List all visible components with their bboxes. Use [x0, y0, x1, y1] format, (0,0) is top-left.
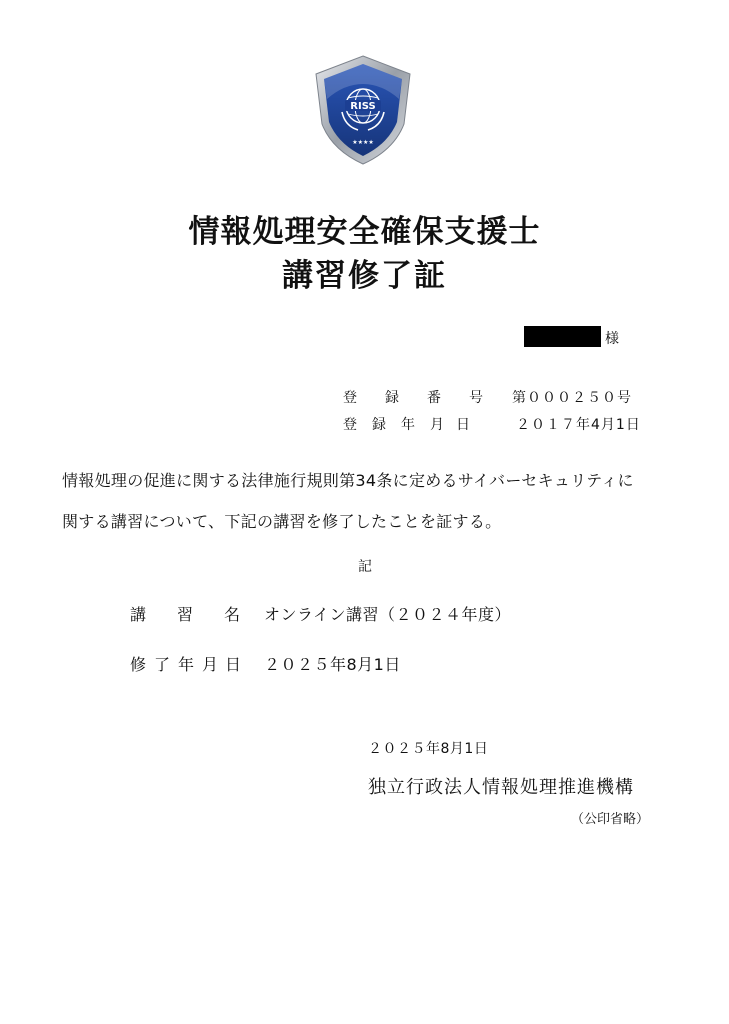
statement-line2: 関する講習について、下記の講習を修了したことを証する。 — [62, 512, 502, 531]
ki-heading: 記 — [358, 559, 372, 575]
issue-date: ２０２５年8月1日 — [368, 741, 489, 757]
label-char: 日 — [225, 655, 242, 674]
label-char: 了 — [154, 655, 171, 674]
label-char: 習 — [177, 605, 194, 624]
course-name-value: オンライン講習（２０２４年度） — [264, 605, 512, 624]
label-char: 名 — [224, 605, 241, 624]
redacted-recipient-name — [524, 326, 601, 347]
registration-date-value: ２０１７年4月1日 — [516, 417, 641, 433]
label-char: 月 — [202, 655, 219, 674]
label-char: 録 — [372, 417, 386, 433]
label-char: 年 — [401, 417, 415, 433]
emblem-text: RISS — [350, 101, 376, 112]
emblem-stars: ★★★★ — [352, 139, 374, 146]
label-char: 録 — [385, 390, 399, 406]
label-char: 登 — [343, 390, 357, 406]
riss-emblem-logo — [312, 54, 414, 166]
label-char: 講 — [130, 605, 147, 624]
label-char: 修 — [130, 655, 147, 674]
label-char: 日 — [456, 417, 470, 433]
registration-number-value: 第０００２５０号 — [512, 390, 632, 406]
certificate-title-line1: 情報処理安全確保支援士 — [188, 214, 541, 250]
recipient-honorific: 様 — [605, 331, 619, 347]
shield-icon — [312, 54, 414, 166]
issuer-name: 独立行政法人情報処理推進機構 — [368, 777, 634, 798]
completion-date-value: ２０２５年8月1日 — [264, 655, 401, 674]
label-char: 登 — [343, 417, 357, 433]
label-char: 番 — [427, 390, 441, 406]
certificate-title-line2: 講習修了証 — [282, 258, 447, 294]
label-char: 年 — [178, 655, 195, 674]
statement-line1: 情報処理の促進に関する法律施行規則第34条に定めるサイバーセキュリティに — [62, 471, 634, 490]
seal-omitted-note: （公印省略） — [571, 812, 650, 827]
label-char: 月 — [430, 417, 444, 433]
label-char: 号 — [469, 390, 483, 406]
